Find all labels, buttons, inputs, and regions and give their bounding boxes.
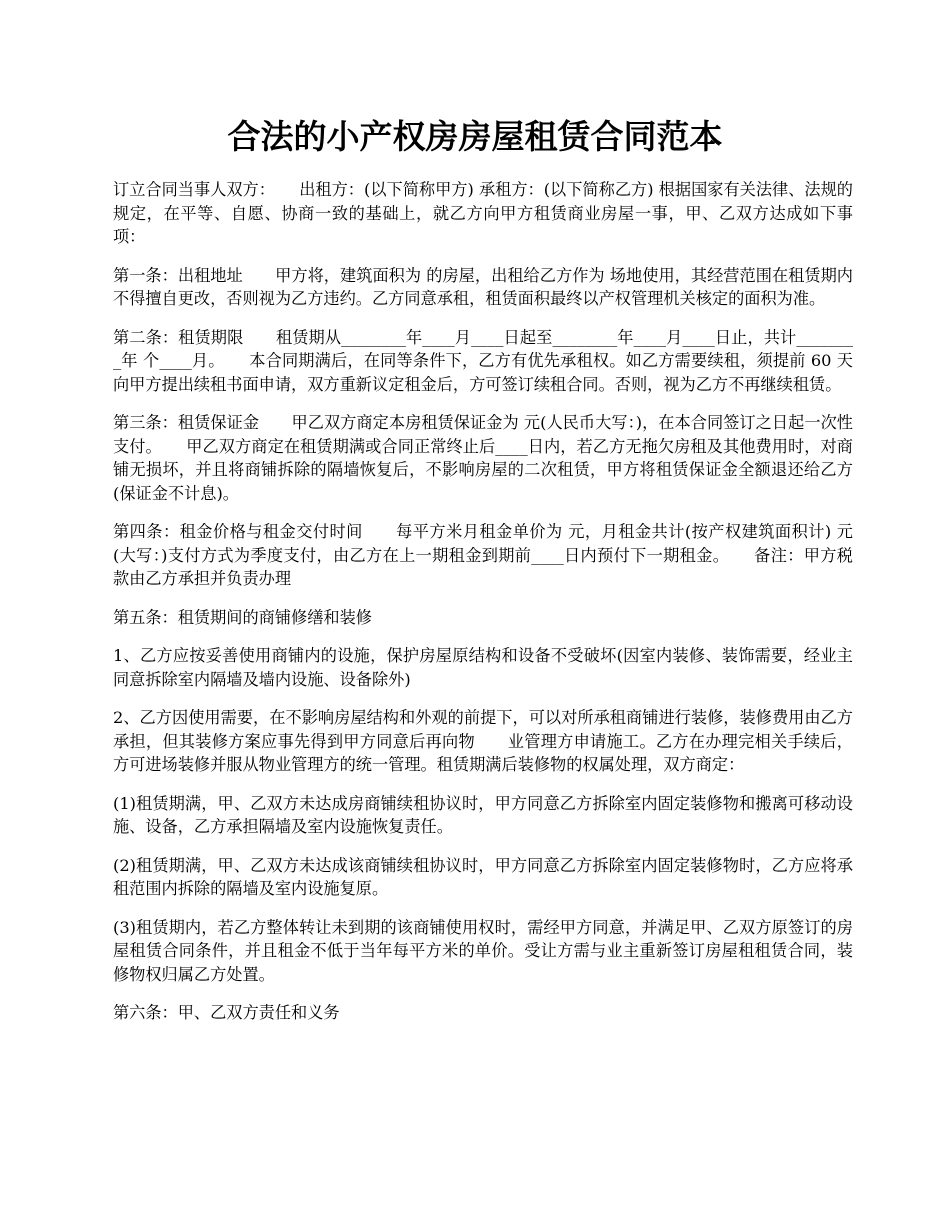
paragraph-article-2: 第二条：租赁期限 租赁期从________年____月____日起至________年____月____日止，共计________年 个____月。 本合同期满后，在同等条件下，乙方有优先承租权。如乙方需要续租，须提前 60 天向甲方提出续租书面申请，双方重新议定租金后，方可签订续租合同。否则，视为乙方不再继续租赁。 bbox=[113, 327, 853, 394]
paragraph-article-4: 第四条：租金价格与租金交付时间 每平方米月租金单价为 元，月租金共计(按产权建筑面积计) 元(大写：)支付方式为季度支付，由乙方在上一期租金到期前____日内预付下一期租金。 备注：甲方税款由乙方承担并负责办理 bbox=[113, 522, 853, 588]
paragraph-article-3: 第三条：租赁保证金 甲乙双方商定本房租赁保证金为 元(人民币大写：)，在本合同签订之日起一次性支付。 甲乙双方商定在租赁期满或合同正常终止后____日内，若乙方无拖欠房租及其他费用时，对商铺无损坏，并且将商铺拆除的隔墙恢复后，不影响房屋的二次租赁，甲方将租赁保证金全额退还给乙方(保证金不计息)。 bbox=[113, 413, 853, 503]
paragraph-article-5-heading: 第五条：租赁期间的商铺修缮和装修 bbox=[113, 607, 372, 627]
document-title: 合法的小产权房房屋租赁合同范本 bbox=[227, 117, 723, 156]
document-body bbox=[113, 178, 853, 1040]
paragraph-clause-5-1: 1、乙方应按妥善使用商铺内的设施，保护房屋原结构和设备不受破坏(因室内装修、装饰需要，经业主同意拆除室内隔墙及墙内设施、设备除外) bbox=[113, 646, 853, 689]
paragraph-subclause-2: (2)租赁期满，甲、乙双方未达成该商铺续租协议时，甲方同意乙方拆除室内固定装修物时，乙方应将承租范围内拆除的隔墙及室内设施复原。 bbox=[113, 855, 853, 898]
paragraph-subclause-1: (1)租赁期满，甲、乙双方未达成房商铺续租协议时，甲方同意乙方拆除室内固定装修物和搬离可移动设施、设备，乙方承担隔墙及室内设施恢复责任。 bbox=[113, 793, 853, 836]
paragraph-clause-5-2: 2、乙方因使用需要，在不影响房屋结构和外观的前提下，可以对所承租商铺进行装修，装修费用由乙方承担，但其装修方案应事先得到甲方同意后再向物 业管理方申请施工。乙方在办理完相关手续后，方可进场装修并服从物业管理方的统一管理。租赁期满后装修物的权属处理，双方商定： bbox=[113, 708, 853, 774]
paragraph-article-1: 第一条：出租地址 甲方将，建筑面积为 的房屋，出租给乙方作为 场地使用，其经营范围在租赁期内不得擅自更改，否则视为乙方违约。乙方同意承租，租赁面积最终以产权管理机关核定的面积为准。 bbox=[113, 265, 853, 308]
paragraph-preamble: 订立合同当事人双方： 出租方：(以下简称甲方) 承租方：(以下简称乙方) 根据国家有关法律、法规的规定，在平等、自愿、协商一致的基础上，就乙方向甲方租赁商业房屋一事，甲、乙双方达成如下事项： bbox=[113, 180, 853, 246]
paragraph-subclause-3: (3)租赁期内，若乙方整体转让未到期的该商铺使用权时，需经甲方同意，并满足甲、乙双方原签订的房屋租赁合同条件，并且租金不低于当年每平方米的单价。受让方需与业主重新签订房屋租租赁合同，装修物权归属乙方处置。 bbox=[113, 917, 853, 984]
paragraph-article-6-heading: 第六条：甲、乙双方责任和义务 bbox=[113, 1003, 340, 1022]
